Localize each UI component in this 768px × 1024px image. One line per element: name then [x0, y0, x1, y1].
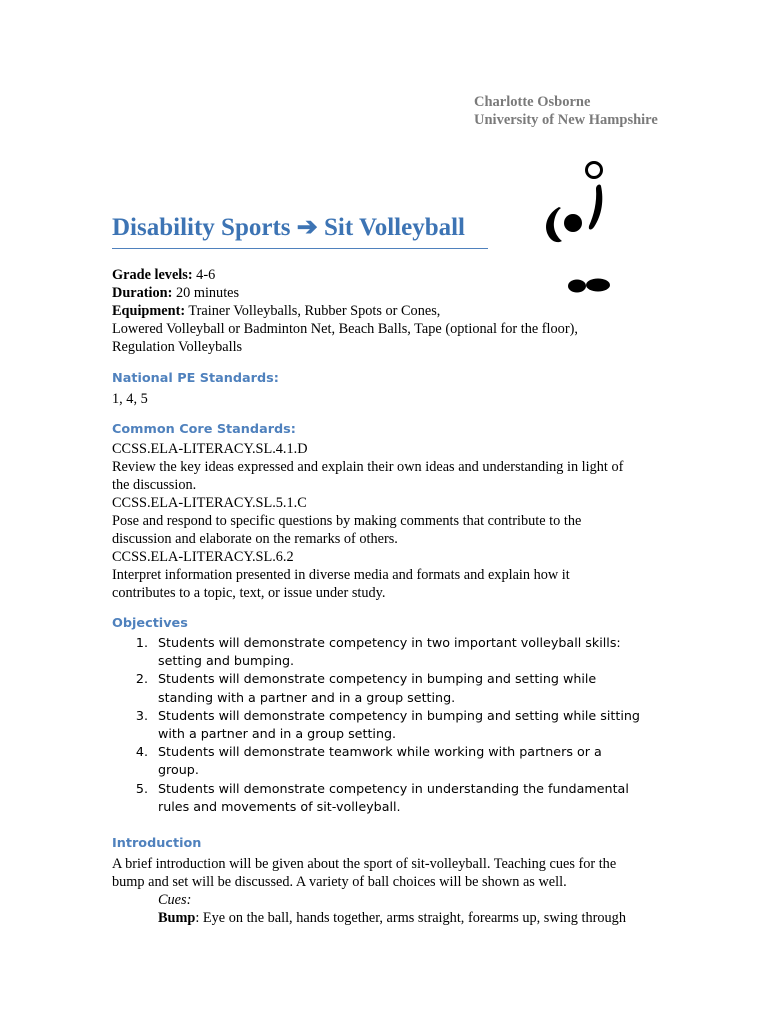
- list-item: 2. Students will demonstrate competency in bumping and setting while standing with a partner and in a group setting.: [135, 671, 597, 705]
- list-item: 5. Students will demonstrate competency in understanding the fundamental rules and movements of sit-volleyball.: [135, 780, 629, 814]
- standard-code: CCSS.ELA-LITERACY.SL.4.1.D: [112, 441, 308, 457]
- title-underline: [112, 248, 488, 249]
- author-block: [474, 93, 658, 129]
- equipment-line-2: Lowered Volleyball or Badminton Net, Beach Balls, Tape (optional for the floor),: [112, 321, 578, 337]
- objectives-heading: Objectives: [112, 616, 188, 631]
- standard-description: discussion and elaborate on the remarks of others.: [112, 531, 398, 547]
- introduction-body: A brief introduction will be given about the sport of sit-volleyball. Teaching cues for the bump and set will be discussed. A variety of ball choices will be shown as well. Cues: Bump: Eye on the ball, hands together, arms straight, forearms up, swing through: [112, 855, 672, 927]
- equipment: Equipment: Trainer Volleyballs, Rubber Spots or Cones,: [112, 303, 441, 319]
- author-name: Charlotte Osborne: [474, 94, 591, 110]
- cues-label: Cues:: [158, 892, 192, 908]
- title-suffix: Sit Volleyball: [323, 214, 465, 241]
- page-title: [112, 212, 465, 244]
- bump-cue: Bump: Eye on the ball, hands together, arms straight, forearms up, swing through: [158, 910, 626, 926]
- list-item: 4. Students will demonstrate teamwork while working with partners or a group.: [135, 744, 602, 778]
- author-institution: University of New Hampshire: [474, 112, 658, 128]
- standard-description: Review the key ideas expressed and explain their own ideas and understanding in light of: [112, 459, 624, 475]
- title-prefix: Disability Sports: [112, 214, 291, 241]
- common-core-list: [112, 440, 672, 602]
- standard-description: Interpret information presented in diverse media and formats and explain how it: [112, 567, 570, 583]
- introduction-heading: Introduction: [112, 836, 202, 851]
- objectives-list: [112, 634, 672, 816]
- pe-standards-value: 1, 4, 5: [112, 391, 148, 407]
- standard-code: CCSS.ELA-LITERACY.SL.6.2: [112, 549, 294, 565]
- arrow-right-icon: ➔: [296, 214, 318, 241]
- standard-description: Pose and respond to specific questions by making comments that contribute to the: [112, 513, 582, 529]
- list-item: 3. Students will demonstrate competency in bumping and setting while sitting with a partner and in a group setting.: [135, 707, 640, 742]
- duration: Duration: 20 minutes: [112, 285, 240, 301]
- standard-description: contributes to a topic, text, or issue under study.: [112, 585, 386, 601]
- grade-levels: Grade levels: 4-6: [112, 267, 216, 283]
- list-item: 1. Students will demonstrate competency in two important volleyball skills: setting and bumping.: [135, 635, 621, 669]
- pe-standards-heading: National PE Standards:: [112, 371, 279, 386]
- common-core-heading: Common Core Standards:: [112, 422, 296, 437]
- lesson-meta: [112, 266, 672, 356]
- standard-description: the discussion.: [112, 477, 197, 493]
- equipment-line-3: Regulation Volleyballs: [112, 339, 243, 355]
- standard-code: CCSS.ELA-LITERACY.SL.5.1.C: [112, 495, 307, 511]
